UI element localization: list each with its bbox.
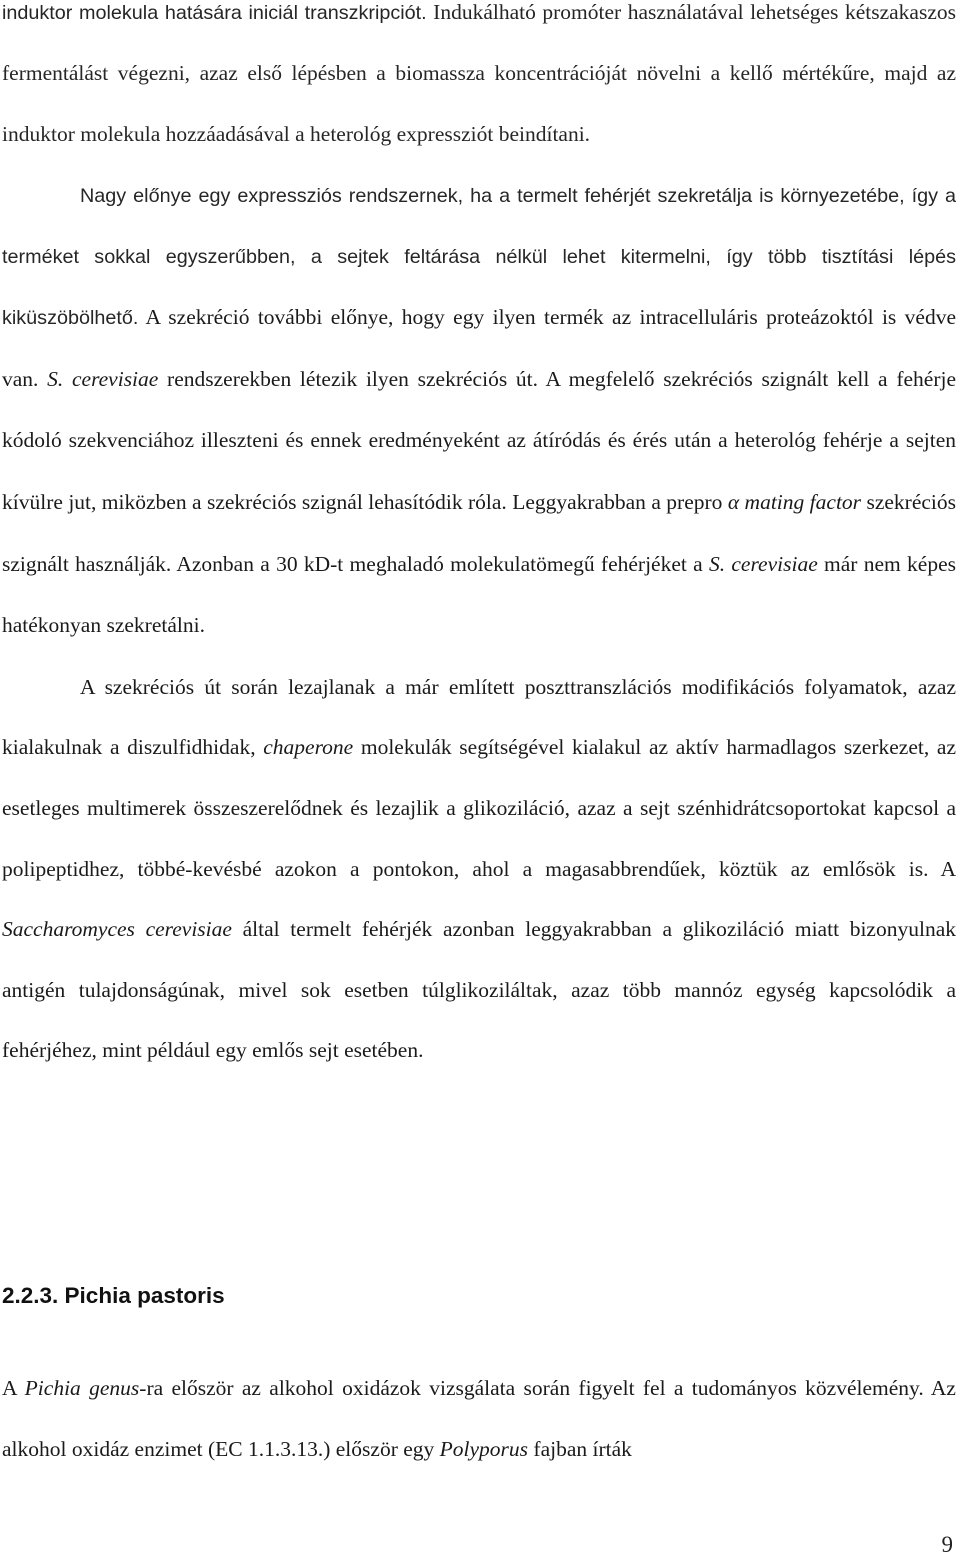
section-heading — [2, 1283, 225, 1309]
document-page — [2, 0, 956, 1461]
paragraph-2 — [2, 166, 956, 657]
paragraph-2-sentence-1: Nagy előnye egy expressziós rendszernek, ha a termelt fehérjét szekretálja is környezetébe, így a terméket sokkal egyszerűbben, a sejtek feltárása nélkül lehet kitermelni, így több tisztítási lépés kiküszöbölhető. — [2, 185, 956, 330]
genus-polyporus: Polyporus — [439, 1436, 529, 1461]
page-number: 9 — [941, 1532, 953, 1557]
paragraph-3-sentence-1: A szekréciós út során lezajlanak a már említett poszttranszlációs modifikációs folyamatok, azaz kialakulnak a diszulfidhidak, — [2, 674, 956, 760]
species-name-s-cerevisiae: S. cerevisiae — [47, 366, 159, 391]
mating-factor-term: mating factor — [739, 489, 862, 514]
paragraph-1-text-a: induktor molekula hatására iniciál transzkripciót. — [2, 2, 427, 24]
paragraph-4-sentence-1: A — [2, 1376, 25, 1400]
paragraph-1-text-b: Indukálható promóter használatával lehetséges kétszakaszos fermentálást végezni, azaz első lépésben a biomassza koncentrációját növelni a kellő mértékűre, majd az induktor molekula hozzáadásával a heterológ expressziót beindítani. — [2, 0, 956, 146]
paragraph-2-sentence-4: szekréciós szignált használják. Azonban a 30 kD-t meghaladó molekulatömegű fehérjéket a — [2, 489, 956, 576]
paragraph-2-sentence-2: A szekréció további előnye, hogy egy ilyen termék az intracelluláris proteázoktól is védve van. — [2, 305, 956, 391]
species-name-saccharomyces: Saccharomyces cerevisiae — [2, 917, 232, 942]
paragraph-4-sentence-2: -ra először az alkohol oxidázok vizsgálata során figyelt fel a tudományos közvélemény. Az alkohol oxidáz enzimet (EC 1.1.3.13.) először egy — [2, 1376, 956, 1461]
chaperone-term: chaperone — [263, 735, 354, 760]
paragraph-3 — [2, 657, 956, 1081]
paragraph-3-sentence-3: által termelt fehérjék azonban leggyakrabban a glikoziláció miatt bizonyulnak antigén tulajdonságúnak, mivel sok esetben túlglikoziláltak, azaz több mannóz egység kapcsolódik a fehérjéhez, mint például egy emlős sejt esetében. — [2, 917, 956, 1063]
genus-pichia: Pichia genus — [24, 1376, 140, 1400]
species-name-s-cerevisiae-2: S. cerevisiae — [708, 551, 818, 576]
section-number: 2.2.3. — [2, 1283, 59, 1308]
paragraph-1 — [2, 0, 956, 165]
paragraph-4-sentence-3: fajban írták — [528, 1436, 632, 1461]
paragraph-3-sentence-2: molekulák segítségével kialakul az aktív harmadlagos szerkezet, az esetleges multimerek összeszerelődnek és lezajlik a glikoziláció, azaz a sejt szénhidrátcsoportokat kapcsol a polipeptidhez, többé-kevésbé azokon a pontokon, ahol a magasabbrendűek, köztük az emlősök is. A — [2, 735, 956, 881]
section-title: Pichia pastoris — [58, 1283, 225, 1308]
paragraph-2-sentence-3: rendszerekben létezik ilyen szekréciós út. A megfelelő szekréciós szignált kell a fehérje kódoló szekvenciához illeszteni és ennek eredményeként az átíródás és érés után a heterológ fehérje a sejten kívülre jut, miközben a szekréciós szignál lehasítódik róla. Leggyakrabban a prepro — [2, 366, 956, 514]
paragraph-4 — [2, 1358, 956, 1479]
paragraph-2-sentence-5: már nem képes hatékonyan szekretálni. — [2, 551, 956, 638]
alpha-symbol: α — [727, 489, 740, 514]
